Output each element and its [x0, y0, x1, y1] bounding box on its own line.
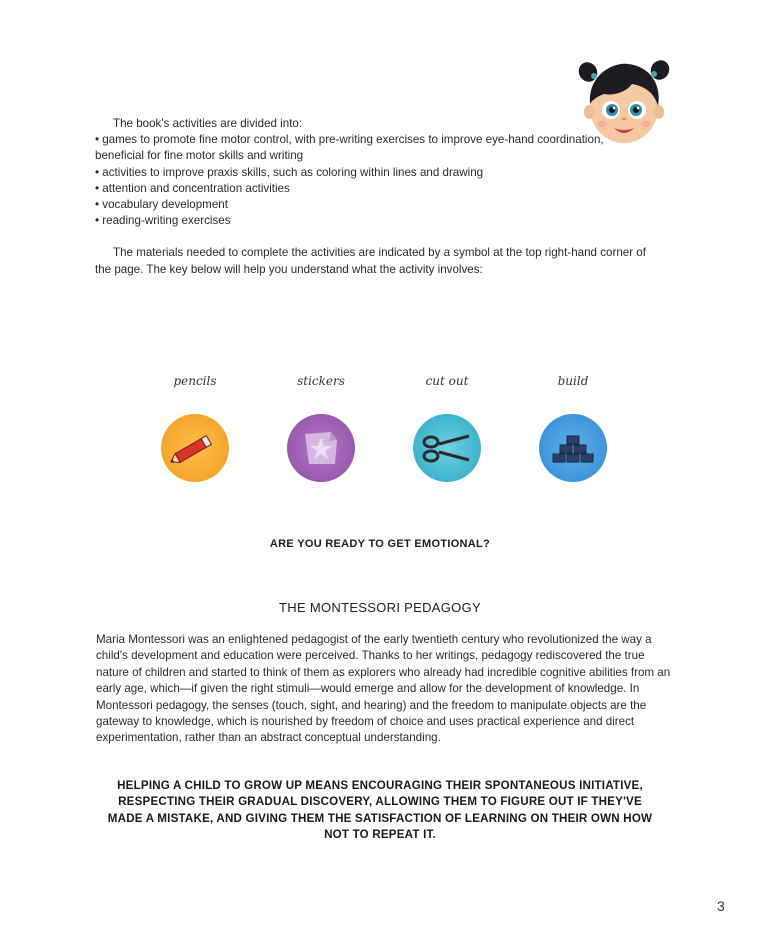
key-item-cut-out	[392, 374, 502, 482]
key-item-stickers	[266, 374, 376, 482]
quote-paragraph: HELPING A CHILD TO GROW UP MEANS ENCOURAGING THEIR SPONTANEOUS INITIATIVE, RESPECTING THEIR GRADUAL DISCOVERY, ALLOWING THEM TO FIGURE OUT IF THEY'VE MADE A MISTAKE, AND GIVING THEM THE SATISFACTION OF LEARNING ON THEIR OWN HOW NOT TO REPEAT IT.	[107, 779, 653, 842]
ready-heading: ARE YOU READY TO GET EMOTIONAL?	[269, 538, 491, 550]
section-title: THE MONTESSORI PEDAGOGY	[279, 600, 481, 615]
scissors-icon	[413, 414, 481, 482]
sticker-icon	[287, 414, 355, 482]
key-label-pencils: pencils	[173, 374, 217, 388]
key-item-build	[518, 374, 628, 482]
materials-key	[140, 374, 630, 494]
list-item: • vocabulary development	[95, 197, 655, 213]
list-item: • games to promote fine motor control, with pre-writing exercises to improve eye-hand coordination, beneficial for fine motor skills and writing	[95, 132, 655, 164]
activity-list	[95, 132, 655, 229]
pencil-icon	[161, 414, 229, 482]
key-item-pencils	[140, 374, 250, 482]
materials-paragraph: The materials needed to complete the activities are indicated by a symbol at the top right-hand corner of the page. The key below will help you understand what the activity involves:	[95, 246, 646, 276]
intro-heading-line: The book's activities are divided into:	[113, 117, 303, 130]
list-item: • reading-writing exercises	[95, 213, 655, 229]
key-label-build: build	[557, 374, 589, 388]
key-label-stickers: stickers	[297, 374, 345, 388]
list-item: • attention and concentration activities	[95, 181, 655, 197]
intro-section	[95, 116, 655, 278]
montessori-paragraph: Maria Montessori was an enlightened pedagogist of the early twentieth century who revolutionized the way a child's development and education were perceived. Thanks to her writings, pedagogy rediscovered the true nature of children and started to think of them as explorers who already had incredible cognitive abilities from an early age, which—if given the right stimuli—would emerge and allow for the development of knowledge. In Montessori pedagogy, the senses (touch, sight, and hearing) and the freedom to manipulate objects are the gateway to knowledge, which is nourished by freedom of choice and uses practical experience and direct experimentation, rather than an abstract conceptual understanding.	[96, 633, 671, 745]
list-item: • activities to improve praxis skills, such as coloring within lines and drawing	[95, 165, 655, 181]
key-label-cut-out: cut out	[425, 374, 469, 388]
page-number: 3	[717, 898, 725, 914]
blocks-icon	[539, 414, 607, 482]
